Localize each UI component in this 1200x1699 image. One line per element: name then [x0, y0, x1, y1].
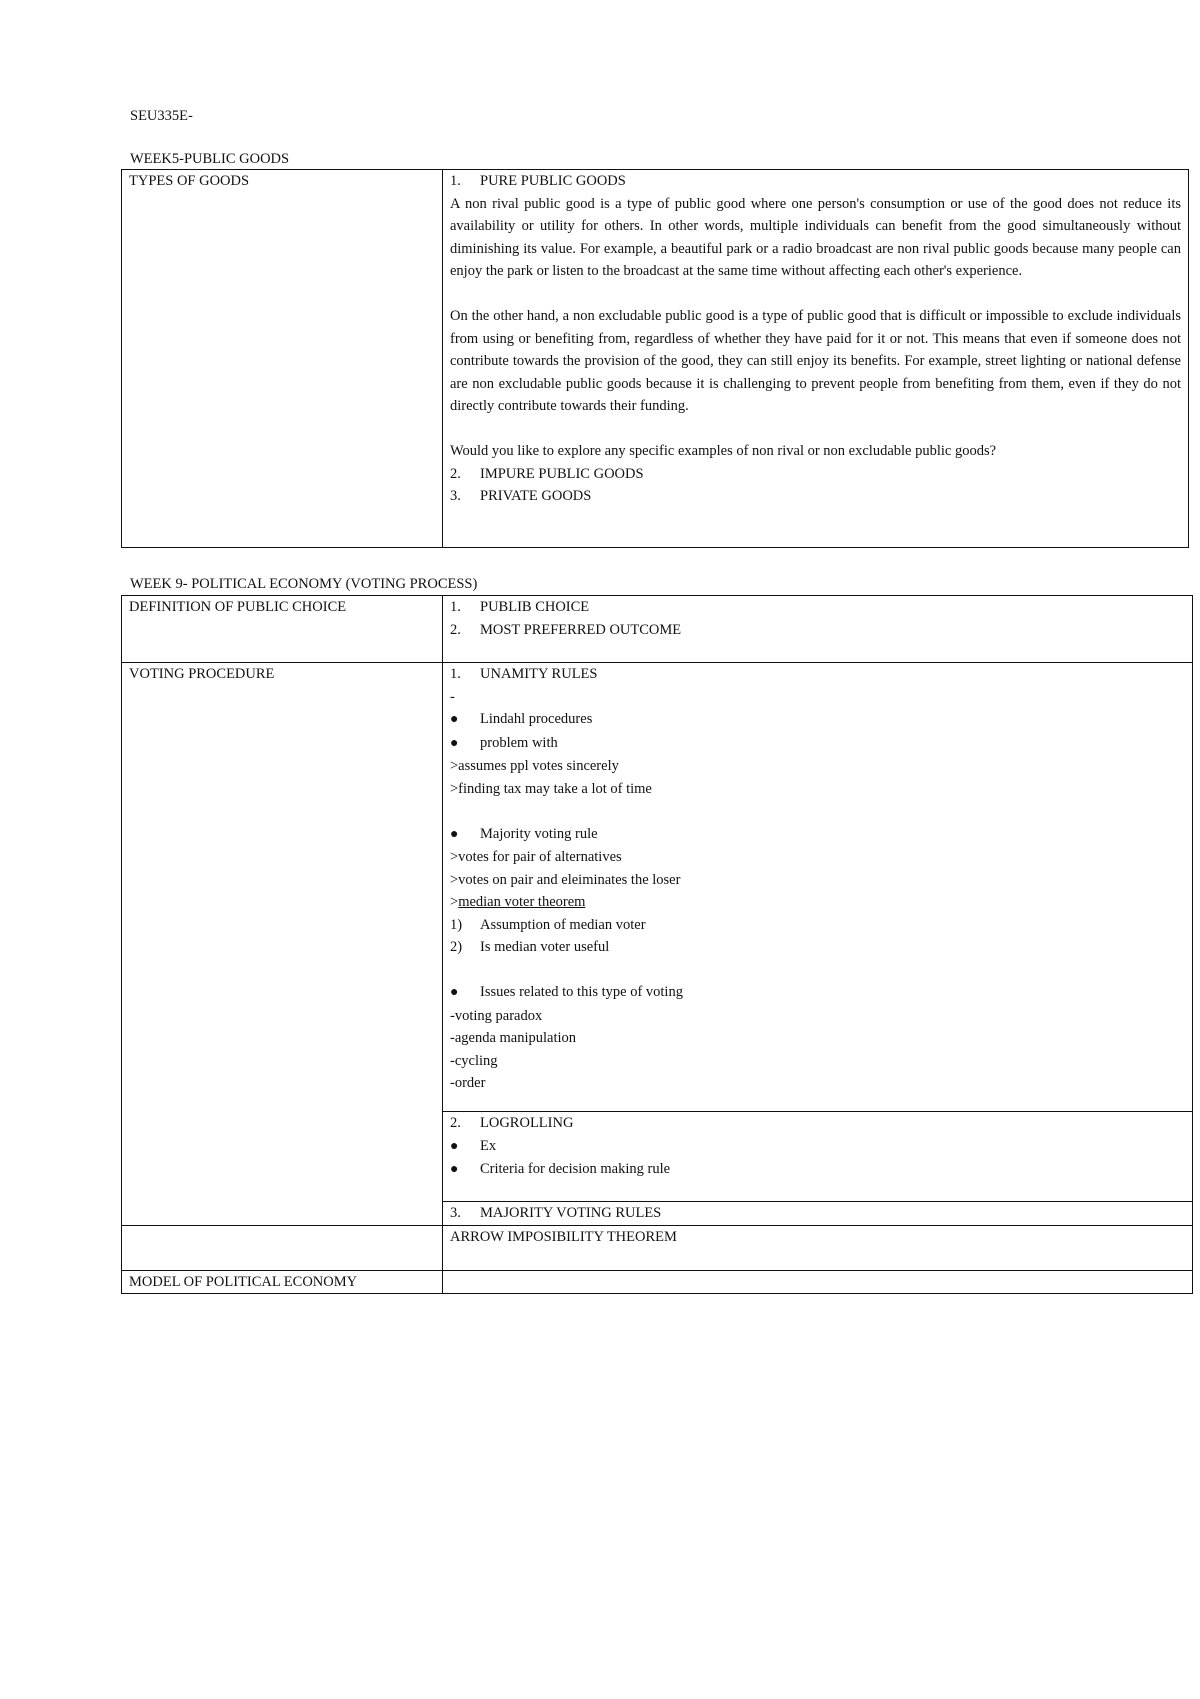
course-code: SEU335E-: [130, 108, 193, 124]
bullet-icon: ●: [450, 985, 459, 1000]
issue-line: -order: [450, 1075, 486, 1091]
bullet-item: [450, 1158, 1185, 1182]
list-item-text: LOGROLLING: [480, 1115, 574, 1131]
list-item: [450, 663, 1185, 686]
bullet-item: [450, 708, 1185, 732]
spacer: [450, 283, 1181, 306]
list-item-text: MOST PREFERRED OUTCOME: [480, 621, 682, 638]
list-item-text: IMPURE PUBLIC GOODS: [480, 465, 644, 482]
label-text: VOTING PROCEDURE: [129, 666, 275, 682]
bullet-icon: ●: [450, 1138, 459, 1154]
dash-line: -: [450, 688, 455, 705]
definition-row: [122, 596, 1193, 663]
bullet-icon: ●: [450, 712, 459, 727]
week5-table: [121, 169, 1189, 548]
empty-label-cell: [122, 1225, 443, 1270]
spacer: [450, 418, 1181, 441]
list-number: 2.: [450, 465, 461, 482]
list-item: [450, 485, 1181, 508]
bullet-text: problem with: [480, 734, 558, 751]
list-number: 1.: [450, 666, 461, 682]
model-label: [122, 1270, 443, 1294]
list-number: 1.: [450, 173, 461, 189]
arrow-row: [122, 1225, 1193, 1270]
bullet-icon: ●: [450, 826, 459, 842]
week9-title: WEEK 9- POLITICAL ECONOMY (VOTING PROCESS): [130, 576, 478, 592]
week5-title: WEEK5-PUBLIC GOODS: [130, 151, 290, 167]
bullet-icon: ●: [450, 735, 459, 751]
note-prefix: >: [450, 894, 459, 910]
note-line: >assumes ppl votes sincerely: [450, 758, 619, 774]
sub-item: [450, 936, 1185, 959]
note-line: >votes on pair and eleiminates the loser: [450, 871, 681, 888]
arrow-content: [443, 1225, 1193, 1270]
week9-table: [121, 595, 1193, 1294]
spacer: [450, 959, 1185, 982]
majority-content: [443, 1202, 1193, 1226]
unanimity-content: [443, 663, 1193, 1112]
list-number: 2): [450, 939, 463, 955]
voting-procedure-label: [122, 663, 443, 1226]
bullet-text: Majority voting rule: [480, 825, 598, 842]
list-number: 3.: [450, 488, 461, 504]
list-item-text: MAJORITY VOTING RULES: [480, 1205, 662, 1221]
non-excludable-paragraph: On the other hand, a non excludable public good is a type of public good that is difficult or impossible to exclude individuals from using or benefiting from, regardless of whether they have paid for it or not. This means that even if someone does not contribute towards the provision of the good, they can still enjoy its benefits. For example, street lighting or national defense are non excludable public goods because it is challenging to prevent people from benefiting from them, even if they do not directly contribute towards their funding.: [450, 308, 1181, 414]
bullet-item: [450, 823, 1185, 847]
arrow-theorem-text: ARROW IMPOSIBILITY THEOREM: [450, 1228, 677, 1245]
issue-line: -voting paradox: [450, 1007, 543, 1024]
label-text: TYPES OF GOODS: [129, 173, 250, 189]
list-item: [450, 1112, 1185, 1135]
sub-item-text: Is median voter useful: [480, 939, 610, 955]
note-line: >votes for pair of alternatives: [450, 849, 622, 865]
bullet-text: Ex: [480, 1137, 497, 1154]
types-of-goods-content: [443, 170, 1189, 548]
sub-item-text: Assumption of median voter: [480, 916, 646, 933]
sub-item: [450, 914, 1185, 937]
bullet-item: [450, 1135, 1185, 1159]
label-text: MODEL OF POLITICAL ECONOMY: [129, 1273, 358, 1290]
list-item-text: PRIVATE GOODS: [480, 488, 592, 504]
bullet-icon: ●: [450, 1162, 459, 1177]
bullet-text: Criteria for decision making rule: [480, 1161, 671, 1177]
bullet-text: Lindahl procedures: [480, 711, 593, 727]
list-item: [450, 619, 1185, 642]
label-text: DEFINITION OF PUBLIC CHOICE: [129, 599, 347, 615]
definition-content: [443, 596, 1193, 663]
list-item-text: PUBLIB CHOICE: [480, 599, 590, 615]
median-voter-theorem-text: median voter theorem: [458, 894, 586, 910]
note-line: >finding tax may take a lot of time: [450, 780, 652, 797]
list-item: [450, 463, 1181, 486]
list-number: 3.: [450, 1205, 461, 1221]
question-paragraph: Would you like to explore any specific examples of non rival or non excludable public goods?: [450, 443, 997, 459]
bullet-item: [450, 981, 1185, 1005]
bullet-item: [450, 732, 1185, 756]
spacer: [450, 800, 1185, 823]
bullet-text: Issues related to this type of voting: [480, 984, 683, 1000]
logrolling-content: [443, 1112, 1193, 1202]
types-of-goods-row: [122, 170, 1189, 548]
list-number: 2.: [450, 1115, 461, 1131]
model-row: [122, 1270, 1193, 1294]
issue-line: -cycling: [450, 1052, 498, 1069]
list-item-text: PURE PUBLIC GOODS: [480, 173, 626, 189]
issue-line: -agenda manipulation: [450, 1030, 577, 1046]
model-content: [443, 1270, 1193, 1294]
list-item: [450, 596, 1185, 619]
list-item: [450, 1202, 1185, 1225]
definition-label: [122, 596, 443, 663]
list-number: 1): [450, 916, 463, 933]
note-line: [450, 891, 1185, 914]
list-item-text: UNAMITY RULES: [480, 666, 598, 682]
types-of-goods-label: [122, 170, 443, 548]
list-number: 2.: [450, 621, 461, 638]
list-number: 1.: [450, 599, 461, 615]
list-item: [450, 170, 1181, 193]
unanimity-row: [122, 663, 1193, 1112]
non-rival-paragraph: A non rival public good is a type of public good where one person's consumption or use of the good does not reduce its availability or utility for others. In other words, multiple individuals can benefit from the good simultaneously without diminishing its value. For example, a beautiful park or a radio broadcast are non rival public goods because many people can enjoy the park or listen to the broadcast at the same time without affecting each other's experience.: [450, 195, 1181, 279]
